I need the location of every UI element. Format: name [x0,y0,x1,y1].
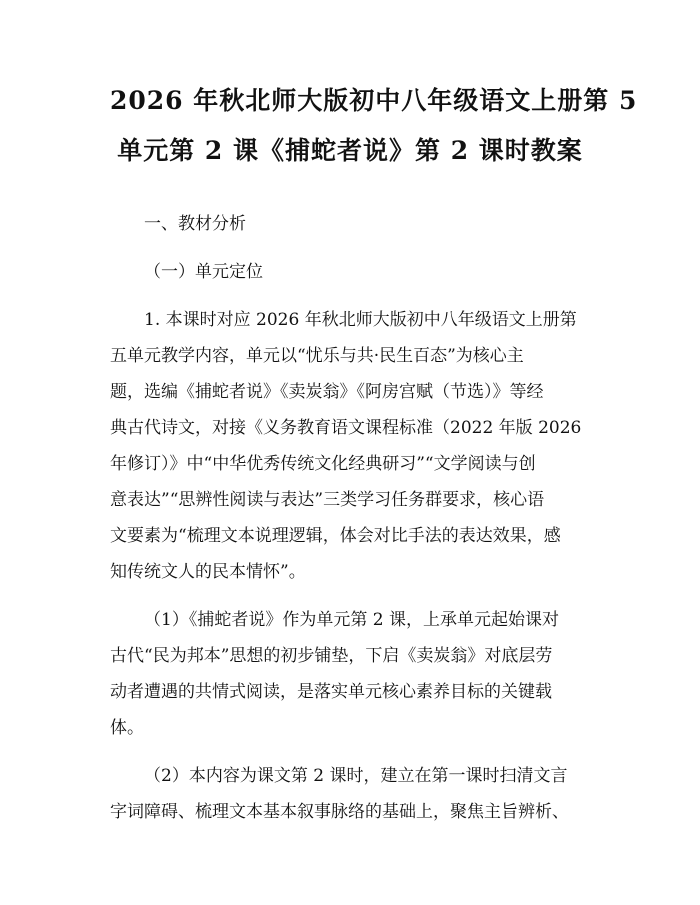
paragraph-1 [110,302,590,590]
document-body [110,206,590,830]
paragraph-line: 年修订）》中“中华优秀传统文化经典研习”“文学阅读与创 [110,454,536,474]
paragraph-line: （1）《捕蛇者说》作为单元第 2 课，上承单元起始课对 [144,610,559,630]
section-heading: 一、教材分析 [144,214,246,234]
title-line-1: 2026 年秋北师大版初中八年级语文上册第 5 [110,86,638,115]
paragraph-3 [110,758,590,830]
paragraph-line: 1. 本课时对应 2026 年秋北师大版初中八年级语文上册第 [144,310,577,330]
paragraph-line: 典古代诗文，对接《义务教育语文课程标准（2022 年版 2026 [110,418,582,438]
paragraph-line: 动者遭遇的共情式阅读，是落实单元核心素养目标的关键载 [110,682,552,702]
paragraph-line: 知传统文人的民本情怀”。 [110,562,306,582]
paragraph-line: 古代“民为邦本”思想的初步铺垫，下启《卖炭翁》对底层劳 [110,646,553,666]
paragraph-line: 体。 [110,718,144,738]
paragraph-line: 五单元教学内容，单元以“忧乐与共·民生百态”为核心主 [110,346,524,366]
paragraph-2 [110,602,590,746]
paragraph-line: 文要素为“梳理文本说理逻辑，体会对比手法的表达效果，感 [110,526,561,546]
paragraph-line: 意表达”“思辨性阅读与表达”三类学习任务群要求，核心语 [110,490,545,510]
subsection-heading: （一）单元定位 [144,262,263,282]
title-line-2: 单元第 2 课《捕蛇者说》第 2 课时教案 [117,136,583,165]
document-title [110,0,638,176]
paragraph-line: 题，选编《捕蛇者说》《卖炭翁》《阿房宫赋（节选）》等经 [110,382,544,402]
paragraph-line: 字词障碍、梳理文本基本叙事脉络的基础上，聚焦主旨辨析、 [110,802,569,822]
paragraph-line: （2）本内容为课文第 2 课时，建立在第一课时扫清文言 [144,766,568,786]
